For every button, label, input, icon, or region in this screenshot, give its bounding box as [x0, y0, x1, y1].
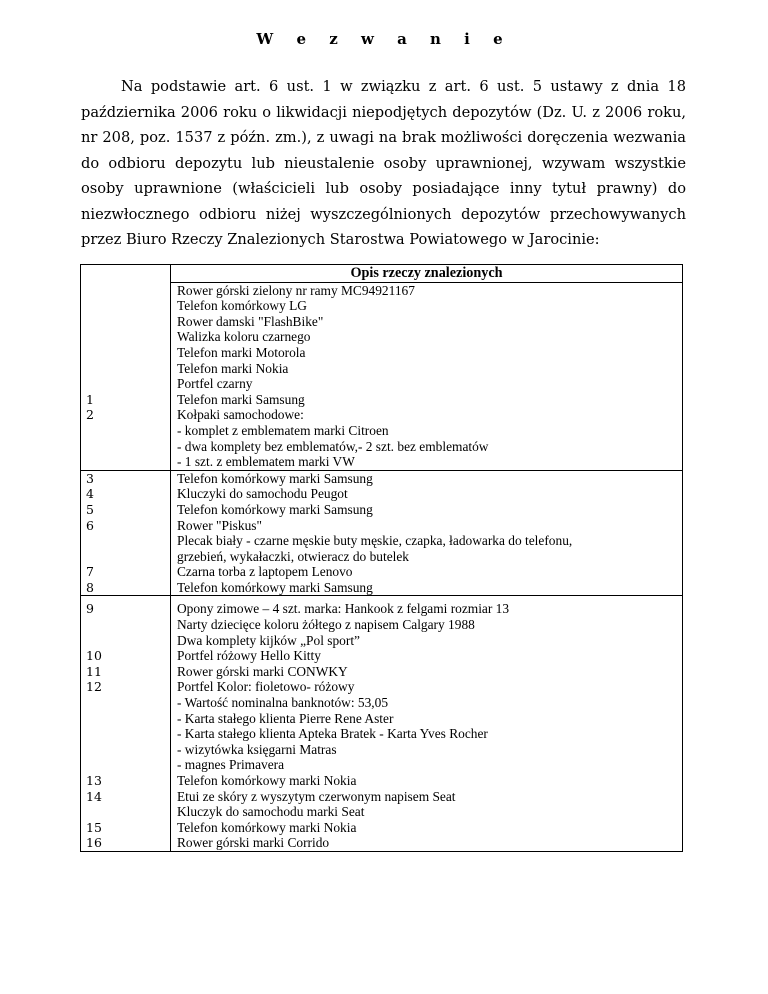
item-description-line: - Wartość nominalna banknotów: 53,05	[177, 695, 389, 711]
item-number: 8	[86, 579, 94, 595]
item-description-line: Telefon marki Nokia	[177, 360, 289, 376]
item-number: 14	[86, 788, 102, 804]
group-2-items	[171, 470, 683, 596]
item-number	[86, 283, 166, 299]
item-description-line: - magnes Primavera	[177, 757, 285, 773]
item-description-line: grzebień, wykałaczki, otwieracz do butelek	[177, 548, 409, 564]
item-description-line: - Karta stałego klienta Pierre Rene Aster	[177, 710, 394, 726]
item-number: 7	[86, 564, 94, 580]
item-description-line: Telefon marki Motorola	[177, 344, 306, 360]
item-number: 11	[86, 663, 102, 679]
item-description-line: Telefon komórkowy LG	[177, 298, 307, 314]
item-description-line: Telefon komórkowy marki Samsung	[177, 470, 373, 486]
item-description-line: Telefon marki Samsung	[177, 391, 305, 407]
item-number: 1	[86, 391, 94, 407]
found-items-table	[80, 264, 683, 852]
item-number: 13	[86, 773, 102, 788]
item-description-line: Kluczyk do samochodu marki Seat	[177, 804, 365, 820]
item-number	[86, 361, 166, 377]
item-number	[86, 329, 166, 345]
item-number	[86, 345, 166, 361]
item-number	[86, 439, 166, 455]
item-number: 12	[86, 679, 102, 695]
item-description-line: - wizytówka księgarni Matras	[177, 741, 337, 757]
item-description-line: - dwa komplety bez emblematów,- 2 szt. bez emblematów	[177, 438, 489, 454]
item-description-line: Opony zimowe – 4 szt. marka: Hankook z felgami rozmiar 13	[177, 601, 510, 617]
group-2-numbers	[81, 470, 171, 596]
item-description-line: Rower górski zielony nr ramy MC94921167	[177, 282, 415, 298]
item-description-line: - komplet z emblematem marki Citroen	[177, 422, 389, 438]
item-description-line: Rower damski "FlashBike"	[177, 313, 324, 329]
item-number: 16	[86, 835, 102, 851]
table-header-title: Opis rzeczy znalezionych	[350, 265, 503, 281]
group-3-numbers	[81, 596, 171, 852]
item-description-line: Portfel Kolor: fioletowo- różowy	[177, 679, 355, 695]
table-row	[81, 282, 683, 470]
document-title: W e z w a n i e	[256, 30, 512, 48]
item-description-line: Portfel czarny	[177, 376, 253, 392]
item-number: 15	[86, 819, 102, 835]
item-description-line: Walizka koloru czarnego	[177, 329, 311, 345]
item-description-line: Kołpaki samochodowe:	[177, 407, 304, 423]
item-description-line: Narty dziecięce koloru żółtego z napisem Calgary 1988	[177, 617, 475, 633]
group-1-numbers	[81, 265, 171, 471]
group-3-items	[171, 596, 683, 852]
item-description-line: - 1 szt. z emblematem marki VW	[177, 454, 355, 470]
table-header-row	[81, 265, 683, 283]
item-number	[86, 533, 166, 549]
item-description-line: - Karta stałego klienta Apteka Bratek - Karta Yves Rocher	[177, 726, 488, 742]
item-number	[86, 298, 166, 314]
item-description-line: Rower "Piskus"	[177, 517, 262, 533]
item-number	[86, 695, 166, 711]
item-number	[86, 314, 166, 330]
item-description-line: Czarna torba z laptopem Lenovo	[177, 564, 353, 580]
item-description-line: Rower górski marki Corrido	[177, 835, 330, 851]
item-number	[86, 454, 166, 470]
item-number	[86, 633, 166, 649]
item-number	[86, 804, 166, 820]
item-description-line: Dwa komplety kijków „Pol sport”	[177, 632, 360, 648]
item-number	[86, 726, 166, 742]
item-description-line: Telefon komórkowy marki Nokia	[177, 773, 357, 788]
item-description-line: Telefon komórkowy marki Samsung	[177, 501, 373, 517]
item-description-line: Telefon komórkowy marki Samsung	[177, 579, 373, 595]
item-number	[86, 757, 166, 773]
item-number: 6	[86, 517, 94, 533]
table-row	[81, 596, 683, 852]
item-number: 2	[86, 407, 94, 423]
item-number: 5	[86, 501, 94, 517]
table-header-cell	[171, 265, 683, 283]
group-1-items	[171, 282, 683, 470]
item-description-line: Plecak biały - czarne męskie buty męskie, czapka, ładowarka do telefonu,	[177, 533, 573, 549]
intro-paragraph: Na podstawie art. 6 ust. 1 w związku z art. 6 ust. 5 ustawy z dnia 18 października 2006 roku o likwidacji niepodjętych depozytów (Dz. U. z 2006 roku, nr 208, poz. 1537 z późn. zm.), z uwagi na brak możliwości doręczenia wezwania do odbioru depozytu lub nieustalenie osoby uprawnionej, wzywam wszystkie osoby uprawnione (właścicieli lub osoby posiadające inny tytuł prawny) do niezwłocznego odbioru niżej wyszczególnionych depozytów przechowywanych przez Biuro Rzeczy Znalezionych Starostwa Powiatowego w Jarocinie:	[81, 78, 686, 248]
item-number: 10	[86, 648, 102, 664]
item-description-line: Telefon komórkowy marki Nokia	[177, 819, 357, 835]
item-number: 3	[86, 470, 94, 486]
item-description-line: Portfel różowy Hello Kitty	[177, 648, 321, 664]
item-number: 4	[86, 486, 94, 502]
item-description-line: Etui ze skóry z wyszytym czerwonym napisem Seat	[177, 788, 456, 804]
item-number	[86, 423, 166, 439]
item-description-line: Kluczyki do samochodu Peugot	[177, 486, 348, 502]
item-number	[86, 617, 166, 633]
item-number	[86, 549, 166, 565]
table-row	[81, 470, 683, 596]
item-description-line: Rower górski marki CONWKY	[177, 663, 348, 679]
item-number	[86, 742, 166, 758]
item-number: 9	[86, 601, 94, 617]
item-number	[86, 376, 166, 392]
item-number	[86, 711, 166, 727]
